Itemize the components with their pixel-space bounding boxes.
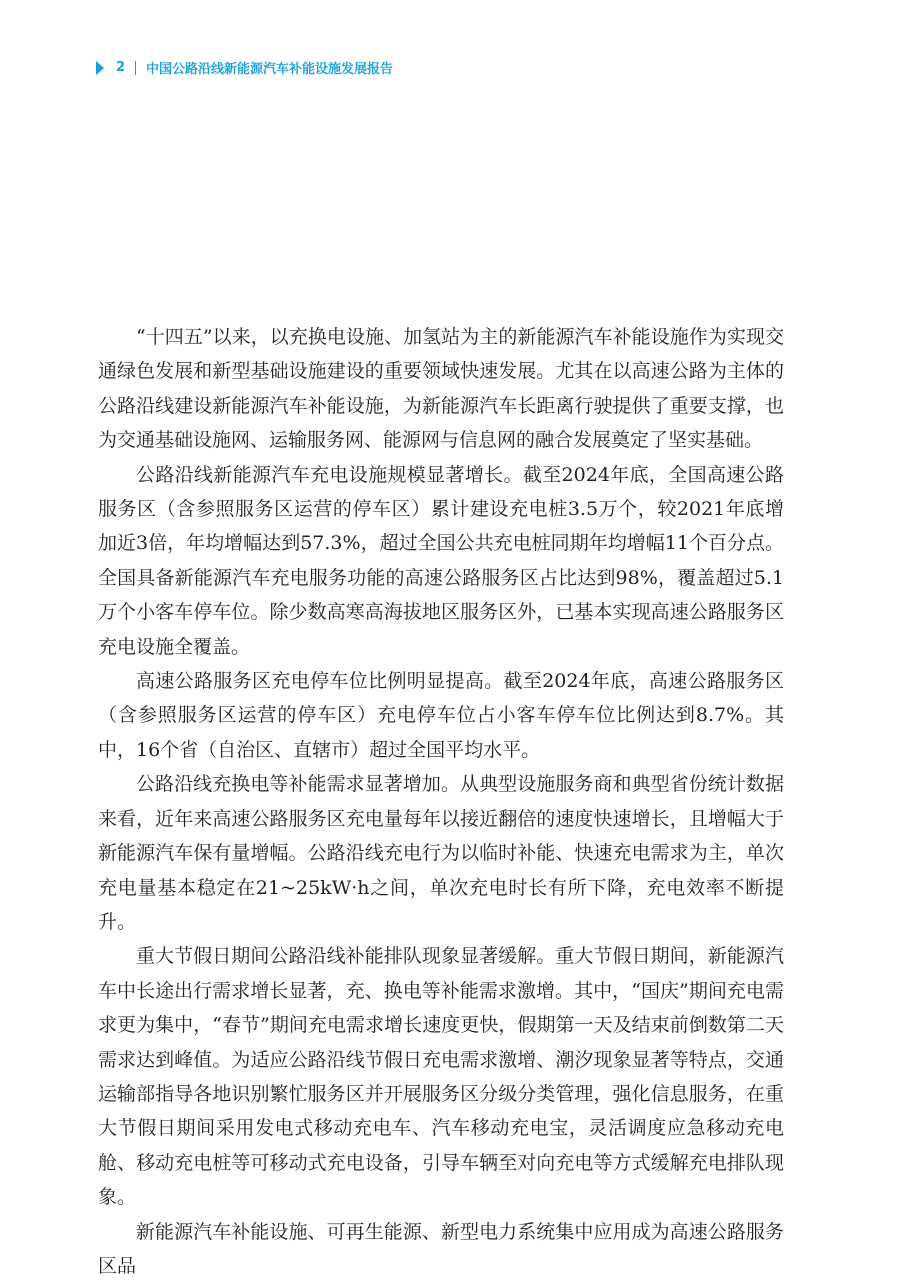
page-number: 2: [116, 60, 126, 75]
paragraph: 高速公路服务区充电停车位比例明显提高。截至2024年底，高速公路服务区（含参照服务区运营的停车区）充电停车位占小客车停车位比例达到8.7%。其中，16个省（自治区、直辖市）超过全国平均水平。: [98, 670, 784, 761]
header-divider: [135, 61, 136, 75]
triangle-marker-icon: [96, 61, 104, 75]
paragraph: 公路沿线充换电等补能需求显著增加。从典型设施服务商和典型省份统计数据来看，近年来高速公路服务区充电量每年以接近翻倍的速度快速增长，且增幅大于新能源汽车保有量增幅。公路沿线充电行为以临时补能、快速充电需求为主，单次充电量基本稳定在21~25kW·h之间，单次充电时长有所下降，充电效率不断提升。: [98, 773, 784, 933]
paragraph: 重大节假日期间公路沿线补能排队现象显著缓解。重大节假日期间，新能源汽车中长途出行需求增长显著，充、换电等补能需求激增。其中，“国庆”期间充电需求更为集中，“春节”期间充电需求增长速度更快，假期第一天及结束前倒数第二天需求达到峰值。为适应公路沿线节假日充电需求激增、潮汐现象显著等特点，交通运输部指导各地识别繁忙服务区并开展服务区分级分类管理，强化信息服务，在重大节假日期间采用发电式移动充电车、汽车移动充电宝，灵活调度应急移动充电舱、移动充电桩等可移动式充电设备，引导车辆至对向充电等方式缓解充电排队现象。: [98, 945, 784, 1209]
body-text: [98, 320, 784, 1283]
paragraph: 新能源汽车补能设施、可再生能源、新型电力系统集中应用成为高速公路服务区品: [98, 1220, 784, 1277]
paragraph: 公路沿线新能源汽车充电设施规模显著增长。截至2024年底，全国高速公路服务区（含参照服务区运营的停车区）累计建设充电桩3.5万个，较2021年底增加近3倍，年均增幅达到57.3%，超过全国公共充电桩同期年均增幅11个百分点。全国具备新能源汽车充电服务功能的高速公路服务区占比达到98%，覆盖超过5.1万个小客车停车位。除少数高寒高海拔地区服务区外，已基本实现高速公路服务区充电设施全覆盖。: [98, 463, 784, 658]
running-header: [96, 58, 393, 77]
report-title: 中国公路沿线新能源汽车补能设施发展报告: [146, 62, 394, 77]
paragraph: “十四五”以来，以充换电设施、加氢站为主的新能源汽车补能设施作为实现交通绿色发展和新型基础设施建设的重要领域快速发展。尤其在以高速公路为主体的公路沿线建设新能源汽车补能设施，为新能源汽车长距离行驶提供了重要支撑，也为交通基础设施网、运输服务网、能源网与信息网的融合发展奠定了坚实基础。: [98, 326, 784, 452]
